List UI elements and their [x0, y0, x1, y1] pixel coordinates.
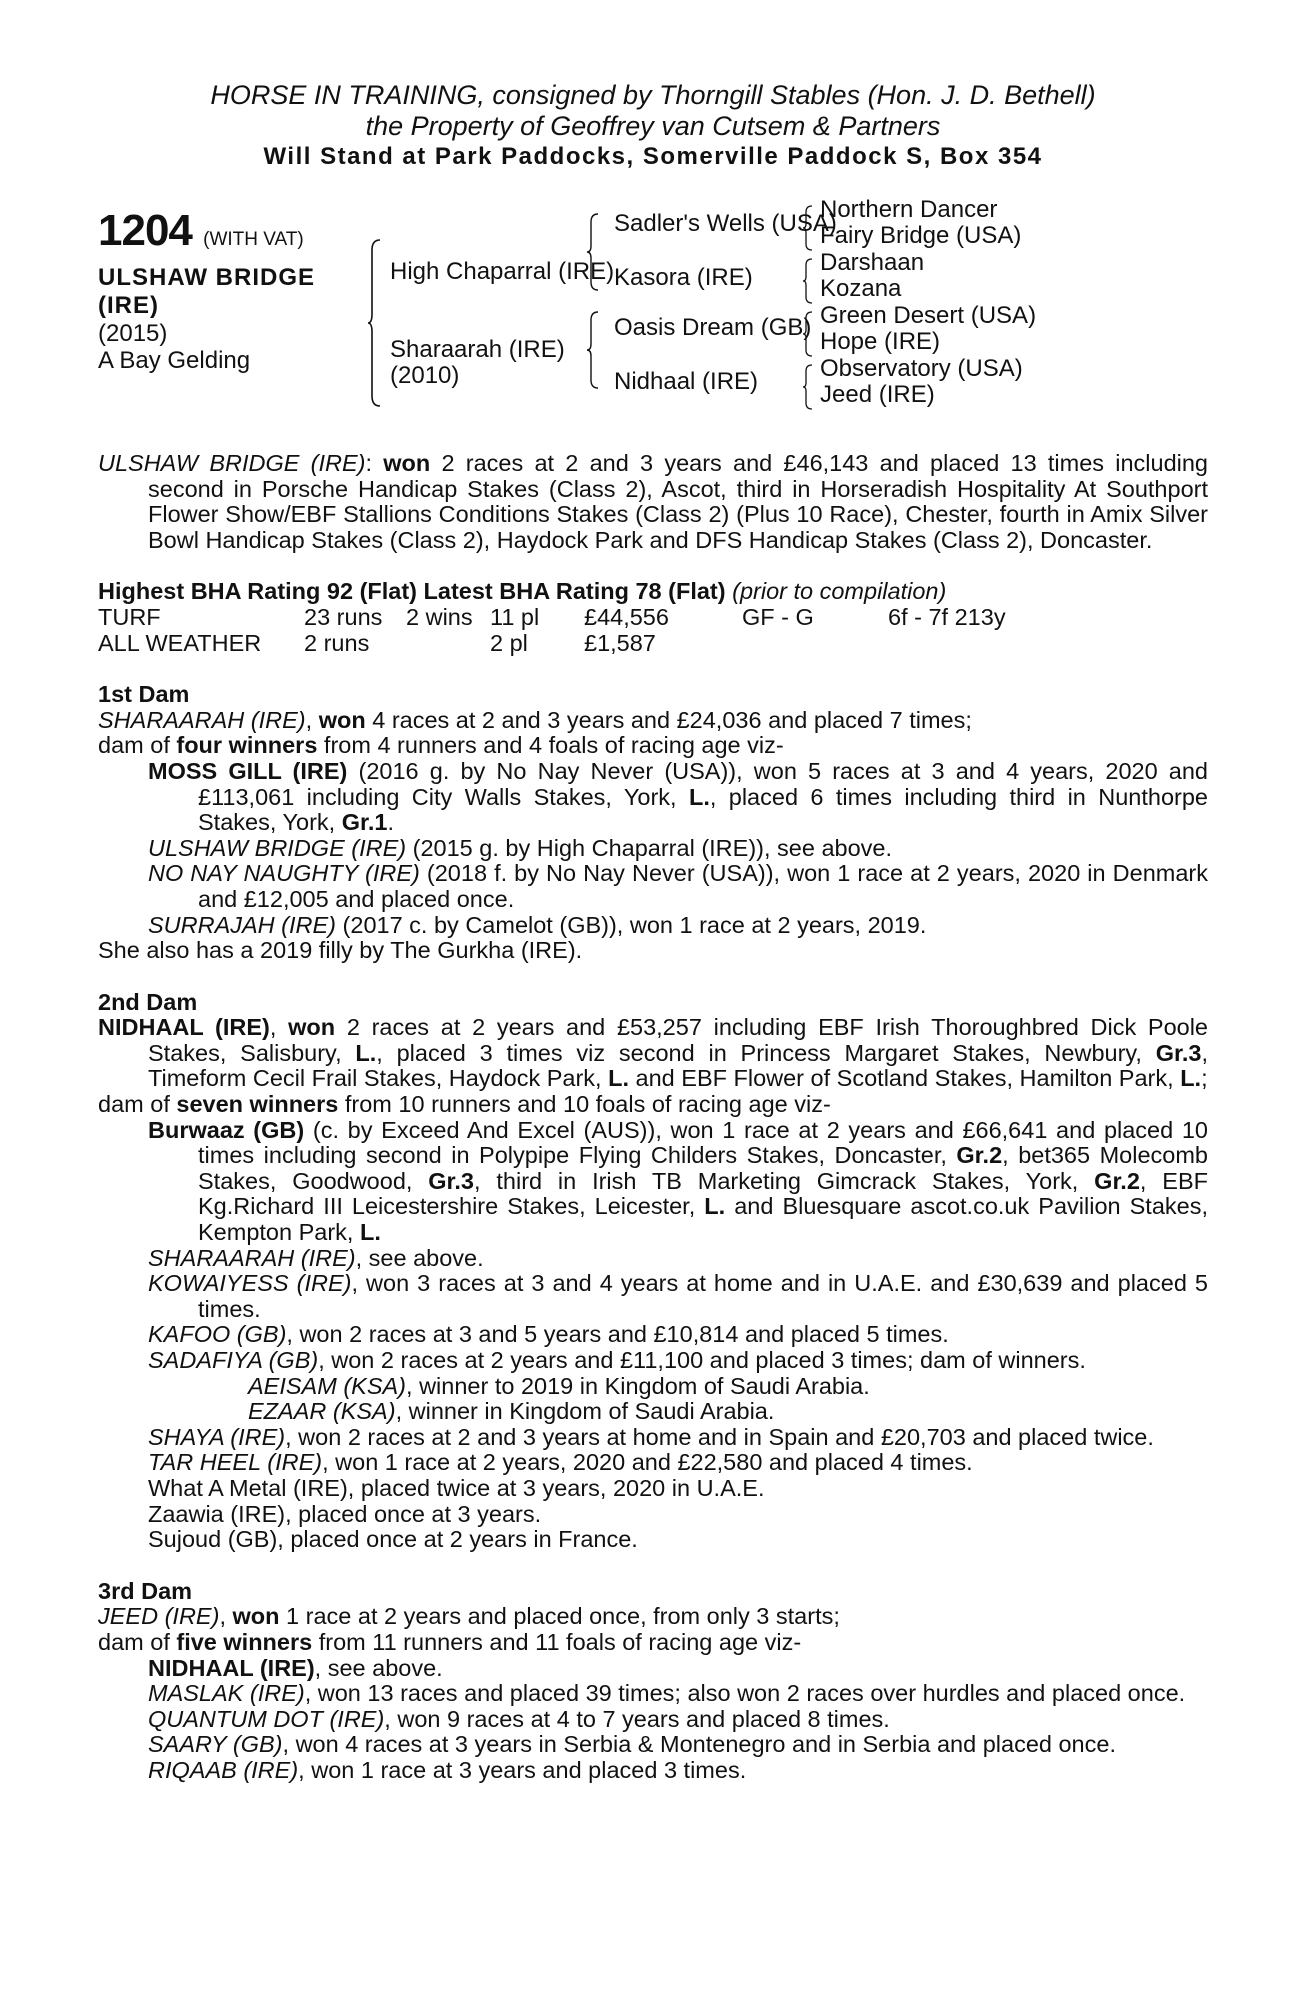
list-item: SADAFIYA (GB), won 2 races at 2 years and £11,100 and placed 3 times; dam of winners. — [148, 1347, 1086, 1373]
second-dam-produce-line: dam of seven winners from 10 runners and 10 foals of racing age viz- — [98, 1091, 831, 1118]
gg-1: Northern Dancer — [820, 196, 998, 223]
table-row: TURF 23 runs 2 wins 11 pl £44,556 GF - G 6f - 7f 213y — [98, 603, 1006, 630]
third-dam-record: JEED (IRE), won 1 race at 2 years and placed once, from only 3 starts; — [98, 1603, 840, 1630]
list-item: QUANTUM DOT (IRE), won 9 races at 4 to 7 years and placed 8 times. — [148, 1705, 890, 1732]
sire: High Chaparral (IRE) — [390, 258, 615, 285]
catalogue-page — [98, 80, 1208, 1784]
gg-3: Darshaan — [820, 249, 925, 276]
gg-5: Green Desert (USA) — [820, 302, 1037, 329]
list-item: SHAYA (IRE), won 2 races at 2 and 3 years at home and in Spain and £20,703 and placed twice. — [148, 1423, 1154, 1450]
vat-note: (WITH VAT) — [203, 229, 304, 250]
first-dam-heading: 1st Dam — [98, 681, 190, 708]
horse-description: A Bay Gelding — [98, 347, 251, 374]
list-item: SURRAJAH (IRE) (2017 c. by Camelot (GB)), won 1 race at 2 years, 2019. — [148, 911, 927, 938]
first-dam-produce-line: dam of four winners from 4 runners and 4 foals of racing age viz- — [98, 732, 784, 759]
g-brace-3 — [802, 310, 814, 358]
pedigree-block — [98, 196, 1208, 437]
list-item: Burwaaz (GB) (c. by Exceed And Excel (AUS)), won 1 race at 2 years and £66,641 and placed 10 times including second in Polypipe Flying Childers Stakes, Doncaster, Gr.2, bet365 Molecomb Stakes, Goodwood, Gr.3, third in Irish TB Marketing Gimcrack Stakes, York, Gr.2, EBF Kg.Richard III Leicestershire Stakes, Leicester, L. and Bluesquare ascot.co.uk Pavilion Stakes, Kempton Park, L. — [148, 1116, 1208, 1246]
dam-dam: Nidhaal (IRE) — [614, 368, 759, 395]
property-line: the Property of Geoffrey van Cutsem & Partners — [365, 111, 941, 141]
table-row: ALL WEATHER 2 runs 2 pl £1,587 — [98, 629, 656, 656]
list-item: KAFOO (GB), won 2 races at 3 and 5 years and £10,814 and placed 5 times. — [148, 1321, 949, 1348]
pedigree-brace — [366, 238, 382, 408]
list-item: Zaawia (IRE), placed once at 3 years. — [148, 1500, 542, 1527]
list-item: NIDHAAL (IRE), see above. — [148, 1654, 443, 1681]
foaling-year: (2015) — [98, 320, 168, 347]
list-item: ULSHAW BRIDGE (IRE) (2015 g. by High Chaparral (IRE)), see above. — [148, 834, 893, 861]
list-item: MASLAK (IRE), won 13 races and placed 39 times; also won 2 races over hurdles and placed once. — [148, 1680, 1186, 1707]
location-line: Will Stand at Park Paddocks, Somerville Paddock S, Box 354 — [263, 143, 1043, 170]
list-item: What A Metal (IRE), placed twice at 3 years, 2020 in U.A.E. — [148, 1474, 765, 1501]
consignor-line: HORSE IN TRAINING, consigned by Thorngill Stables (Hon. J. D. Bethell) — [210, 80, 1096, 110]
list-item: SHARAARAH (IRE), see above. — [148, 1244, 484, 1271]
gg-2: Fairy Bridge (USA) — [820, 222, 1022, 249]
dam: Sharaarah (IRE) — [390, 336, 565, 363]
list-item: AEISAM (KSA), winner to 2019 in Kingdom of Saudi Arabia. — [248, 1372, 870, 1399]
list-item: EZAAR (KSA), winner in Kingdom of Saudi Arabia. — [248, 1398, 775, 1425]
third-dam-heading: 3rd Dam — [98, 1577, 193, 1604]
race-summary: ULSHAW BRIDGE (IRE): won 2 races at 2 and 3 years and £46,143 and placed 13 times including second in Porsche Handicap Stakes (Class 2), Ascot, third in Horseradish Hospitality At Southport Flower Show/EBF Stallions Conditions Stakes (Class 2) (Plus 10 Race), Chester, fourth in Amix Silver Bowl Handicap Stakes (Class 2), Haydock Park and DFS Handicap Stakes (Class 2), Doncaster. — [98, 450, 1209, 553]
lot-number-line — [98, 208, 304, 263]
dam-sire: Oasis Dream (GB) — [614, 314, 812, 341]
dam-year: (2010) — [390, 362, 460, 389]
horse-name-suffix: (IRE) — [98, 292, 159, 319]
gg-4: Kozana — [820, 275, 902, 302]
g-brace-1 — [802, 204, 814, 252]
g-brace-4 — [802, 363, 814, 411]
g-brace-2 — [802, 257, 814, 305]
horse-name: ULSHAW BRIDGE — [98, 264, 315, 291]
list-item: NO NAY NAUGHTY (IRE) (2018 f. by No Nay Never (USA)), won 1 race at 2 years, 2020 in Denmark and £12,005 and placed once. — [148, 860, 1208, 912]
first-dam-record: SHARAARAH (IRE), won 4 races at 2 and 3 years and £24,036 and placed 7 times; — [98, 706, 972, 733]
summary-horse-name: ULSHAW BRIDGE (IRE) — [98, 450, 366, 476]
list-item: Sujoud (GB), placed once at 2 years in France. — [148, 1526, 638, 1553]
lot-number: 1204 — [98, 206, 192, 255]
gg-7: Observatory (USA) — [820, 355, 1023, 382]
list-item: MOSS GILL (IRE) (2016 g. by No Nay Never (USA)), won 5 races at 3 and 4 years, 2020 and £113,061 including City Walls Stakes, York, L., placed 6 times including third in Nunthorpe Stakes, York, Gr.1. — [148, 757, 1208, 836]
sire-dam: Kasora (IRE) — [614, 264, 753, 291]
second-dam-record: NIDHAAL (IRE), won 2 races at 2 years and £53,257 including EBF Irish Thoroughbred Dick Poole Stakes, Salisbury, L., placed 3 times viz second in Princess Margaret Stakes, Newbury, Gr.3, Timeform Cecil Frail Stakes, Haydock Park, L. and EBF Flower of Scotland Stakes, Hamilton Park, L.; — [98, 1014, 1209, 1092]
sire-brace — [586, 212, 600, 292]
first-dam-note: She also has a 2019 filly by The Gurkha (IRE). — [98, 937, 583, 964]
list-item: RIQAAB (IRE), won 1 race at 3 years and placed 3 times. — [148, 1756, 747, 1783]
third-dam-produce-line: dam of five winners from 11 runners and 11 foals of racing age viz- — [98, 1628, 802, 1655]
race-record-table — [98, 605, 1006, 656]
gg-8: Jeed (IRE) — [820, 381, 935, 408]
dam-brace — [586, 310, 600, 390]
list-item: SAARY (GB), won 4 races at 3 years in Serbia & Montenegro and in Serbia and placed once. — [148, 1731, 1116, 1758]
rating-line: Highest BHA Rating 92 (Flat) Latest BHA Rating 78 (Flat) (prior to compilation) — [98, 578, 947, 605]
list-item: TAR HEEL (IRE), won 1 race at 2 years, 2020 and £22,580 and placed 4 times. — [148, 1449, 973, 1476]
sire-sire: Sadler's Wells (USA) — [614, 210, 837, 237]
second-dam-heading: 2nd Dam — [98, 988, 198, 1015]
list-item: KOWAIYESS (IRE), won 3 races at 3 and 4 years at home and in U.A.E. and £30,639 and placed 5 times. — [148, 1270, 1208, 1322]
gg-6: Hope (IRE) — [820, 328, 941, 355]
